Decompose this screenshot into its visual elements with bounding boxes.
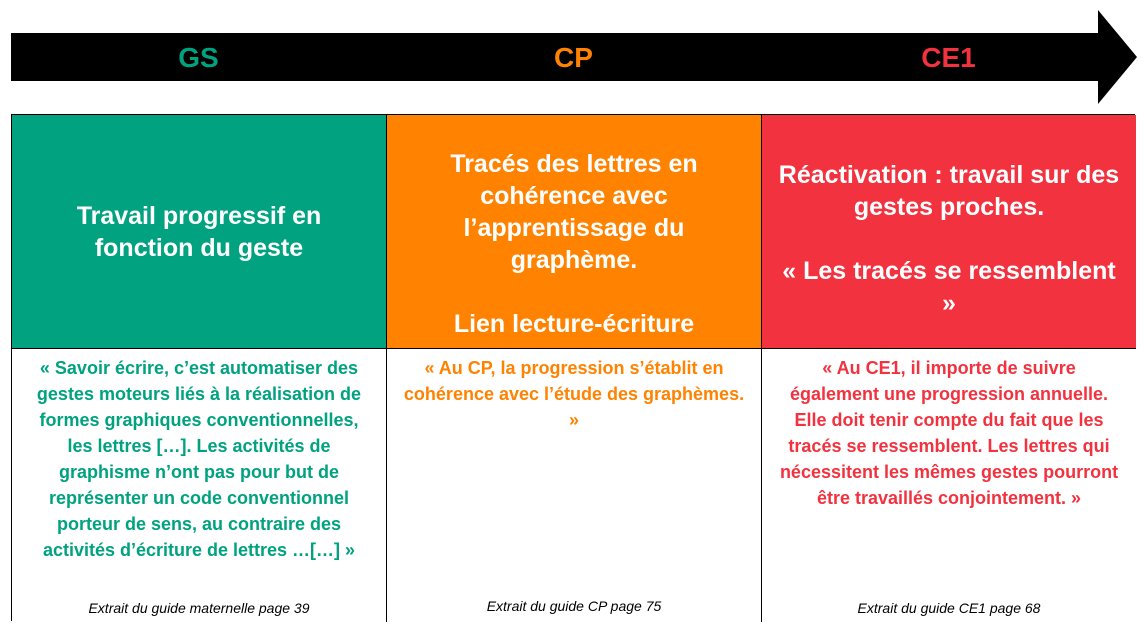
header-ce1-text: Réactivation : travail sur des gestes proches. [778,160,1120,221]
body-gs [12,348,387,622]
header-gs [12,115,387,348]
header-cp-text: Tracés des lettres en cohérence avec l’apprentissage du graphème. [450,149,698,274]
source-ce1: Extrait du guide CE1 page 68 [857,600,1041,616]
quote-cp: « Au CP, la progression s’établit en cohérence avec l’étude des graphèmes. » [403,358,745,430]
header-cp [387,115,762,348]
header-ce1-subtext: « Les tracés se ressemblent » [782,256,1116,317]
header-cp-subtext: Lien lecture-écriture [453,309,695,338]
stage-label-gs: GS [178,42,219,73]
quote-ce1: « Au CE1, il importe de suivre également une progression annuelle. Elle doit tenir compte du fait que les tracés se ressemblent. Les lettres qui nécessitent les mêmes gestes pourront être travaillés conjointement. » [779,358,1119,508]
stage-label-cp: CP [554,42,593,73]
progression-table [11,114,1135,621]
body-ce1 [762,348,1136,622]
source-gs: Extrait du guide maternelle page 39 [88,600,310,616]
body-cp [387,348,762,622]
quote-gs: « Savoir écrire, c’est automatiser des gestes moteurs liés à la réalisation de formes graphiques conventionnelles, les lettres […]. Les activités de graphisme n’ont pas pour but de représenter un code conventionnel porteur de sens, au contraire des activités d’écriture de lettres …[…] » [36,358,362,560]
header-gs-text: Travail progressif en fonction du geste [76,201,322,262]
header-ce1 [762,115,1136,348]
source-cp: Extrait du guide CP page 75 [486,598,662,614]
stage-label-ce1: CE1 [921,42,976,73]
